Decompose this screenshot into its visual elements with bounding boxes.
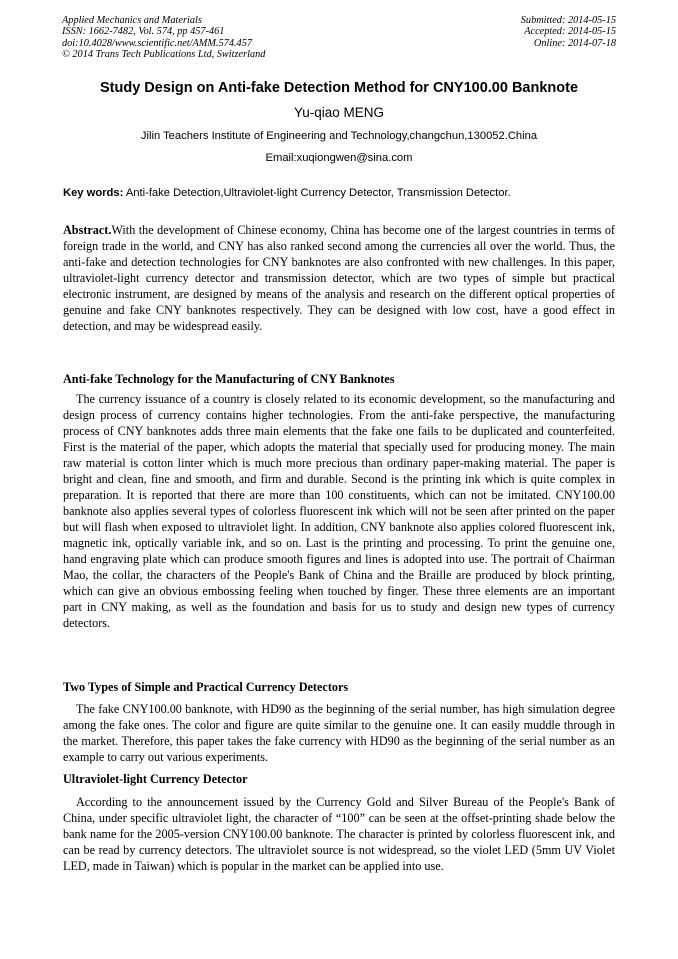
keywords-text: Anti-fake Detection,Ultraviolet-light Currency Detector, Transmission Detector. [125,187,511,199]
paper-title: Study Design on Anti-fake Detection Method for CNY100.00 Banknote [99,80,579,96]
abstract [63,222,615,334]
online-date: Online: 2014-07-18 [533,37,616,49]
accepted-date: Accepted: 2014-05-15 [524,26,616,38]
section-paragraph: The fake CNY100.00 banknote, with HD90 as the beginning of the serial number, has high simulation degree among the fake ones. The color and figure are quite similar to the genuine one. It can easily muddle through in the market. Therefore, this paper takes the fake currency with HD90 as the beginning of the serial number as an example to carry out various experiments. [63,702,615,764]
author-name: Yu-qiao MENG [293,105,385,120]
journal-doi: doi:10.4028/www.scientific.net/AMM.574.457 [62,37,252,49]
subsection-heading: Ultraviolet-light Currency Detector [63,772,248,786]
author-email: Email:xuqiongwen@sina.com [265,152,413,164]
author-affiliation: Jilin Teachers Institute of Engineering and Technology,changchun,130052.China [140,130,538,142]
section-paragraph: The currency issuance of a country is closely related to its economic development, so the manufacturing and design process of currency contains higher technologies. From the anti-fake perspective, the manufacturing process of CNY banknotes adds three main elements that the fake one fails to be duplicated and counterfeited. First is the material of the paper, which adopts the material that specially used for producing money. The main raw material is cotton linter which is much more precious than ordinary paper-making material. The paper is bright and clean, fine and smooth, and firm and durable. Second is the printing ink which is quite complex in preparation. It is reported that there are more than 100 constituents, which can not be imitated. CNY100.00 banknote also applies several types of colorless fluorescent ink which will not be seen after printed on the paper but will flash when exposed to ultraviolet light. In addition, CNY banknote also applies colored fluorescent ink, magnetic ink, optically variable ink, and so on. Last is the printing and processing. To print the genuine one, hand engraving plate which can produce smooth figures and lines is adopted into use. The portrait of Chairman Mao, the collar, the characters of the People's Bank of China and the Braille are produced by block printing, which can give an obvious embossing feeling when touched by finger. These three elements are an important part in CNY making, as well as the foundation and basis for us to study and design new types of currency detectors. [63,392,615,630]
section-heading: Anti-fake Technology for the Manufacturing of CNY Banknotes [63,372,395,386]
abstract-label: Abstract. [63,223,112,237]
journal-copyright: © 2014 Trans Tech Publications Ltd, Switzerland [62,48,266,60]
section-heading: Two Types of Simple and Practical Currency Detectors [63,680,349,694]
keywords [63,187,615,199]
section-paragraph: According to the announcement issued by the Currency Gold and Silver Bureau of the People's Bank of China, under specific ultraviolet light, the character of “100” can be seen at the offset-printing shade below the bank name for the 2005-version CNY100.00 banknote. The character is printed by colorless fluorescent ink, and can be read by currency detectors. The ultraviolet source is not widespread, so the violet LED (5mm UV Violet LED, made in Taiwan) which is popular in the market can be applied into use. [63,795,615,873]
submitted-date: Submitted: 2014-05-15 [520,15,616,26]
keywords-label: Key words: [63,187,124,199]
abstract-text: With the development of Chinese economy, China has become one of the largest countries in terms of foreign trade in the world, and CNY has also ranked second among the currencies all over the world. Thus, the anti-fake and detection technologies for CNY banknotes are also confronted with new challenges. In this paper, ultraviolet-light currency detector and transmission detector, which are two types of simple but practical electronic instrument, are designed by means of the analysis and research on the different optical properties of genuine and fake CNY banknotes respectively. They can be designed with low cost, have a good effect in detection, and may be widespread easily. [63,223,615,333]
journal-info [62,15,265,60]
journal-issn: ISSN: 1662-7482, Vol. 574, pp 457-461 [62,26,225,38]
journal-name: Applied Mechanics and Materials [62,15,202,26]
submission-dates [521,15,616,49]
